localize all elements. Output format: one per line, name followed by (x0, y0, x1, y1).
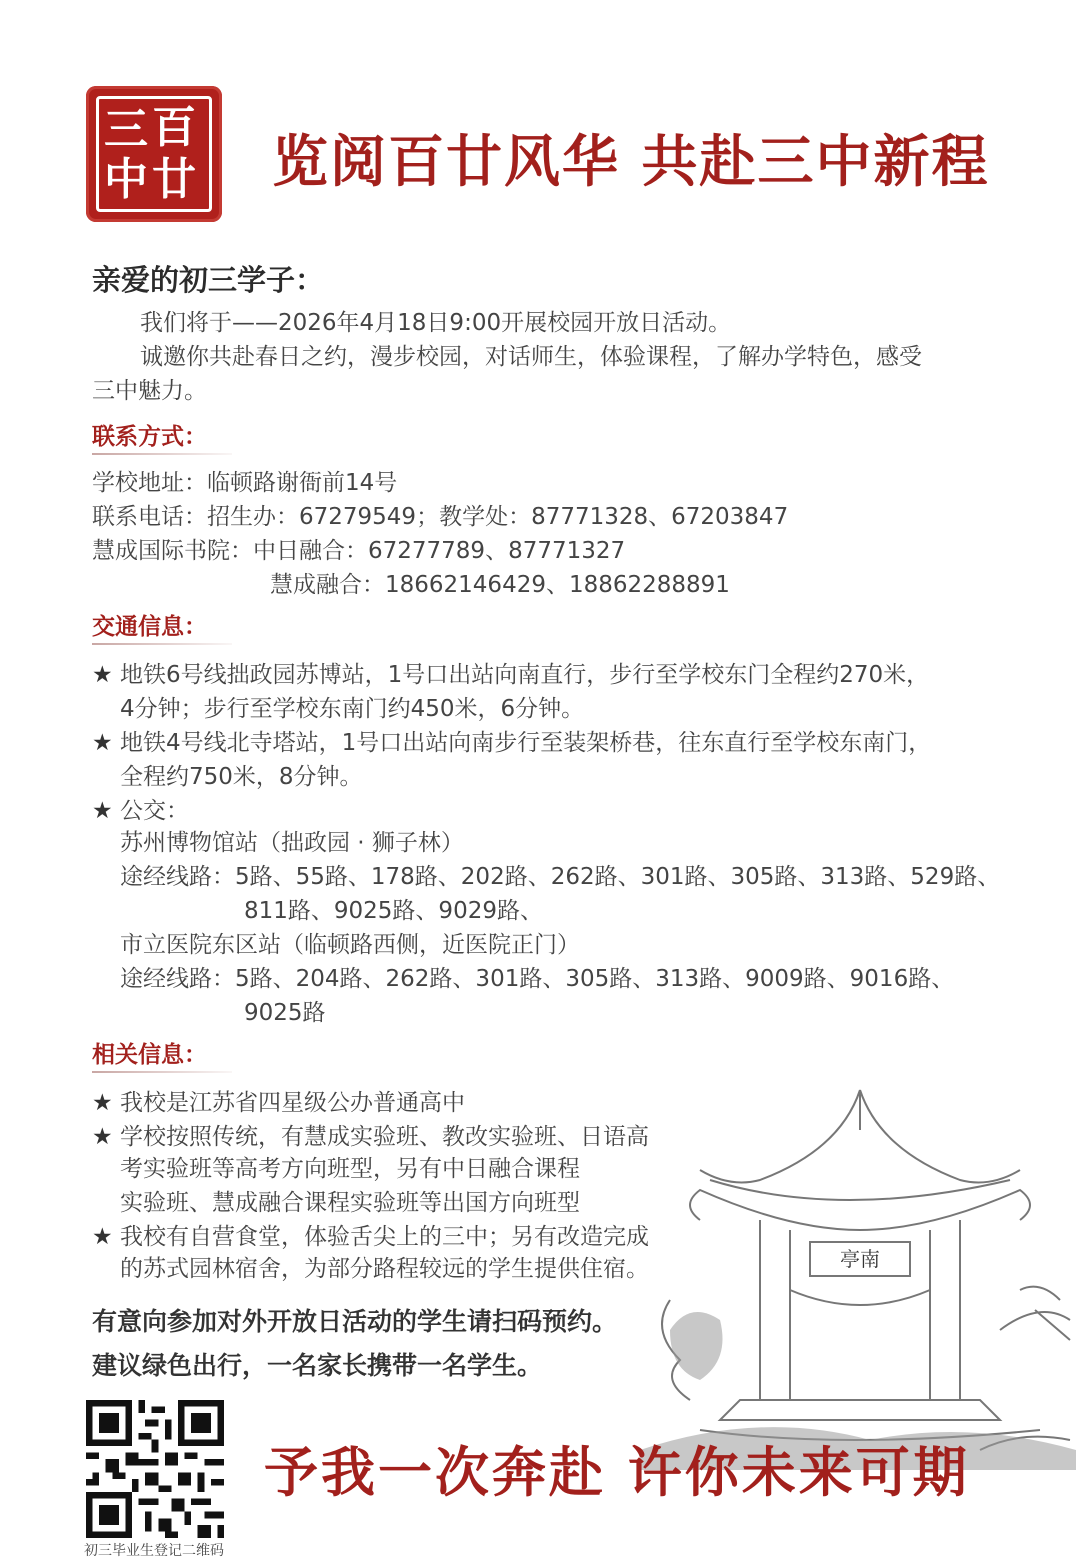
traffic-item: ★ 地铁4号线北寺塔站，1号口出站向南步行至装架桥巷，往东直行至学校东南门， (92, 730, 932, 756)
bus-routes-1-cont: 811路、9025路、9029路、 (244, 898, 543, 924)
contact-academy-1: 慧成国际书院：中日融合：67277789、87771327 (92, 538, 626, 564)
slogan: 予我一次奔赴 许你未来可期 (264, 1440, 970, 1504)
star-bullet-icon: ★ (92, 662, 113, 688)
intro-line-3: 三中魅力。 (92, 378, 207, 404)
star-bullet-icon: ★ (92, 1090, 113, 1116)
cta-line-1: 有意向参加对外开放日活动的学生请扫码预约。 (92, 1307, 618, 1336)
star-bullet-icon: ★ (92, 1224, 113, 1250)
traffic-line: 4分钟；步行至学校东南门约450米，6分钟。 (120, 696, 585, 722)
bus-routes-1: 途经线路：5路、55路、178路、202路、262路、301路、305路、313路、529路、 (120, 864, 1001, 890)
page-title: 览阅百廿风华 共赴三中新程 (272, 129, 990, 195)
bus-routes-2: 途经线路：5路、204路、262路、301路、305路、313路、9009路、9016路、 (120, 966, 955, 992)
contact-academy-2: 慧成融合：18662146429、18862288891 (270, 572, 730, 598)
related-line: 的苏式园林宿舍，为部分路程较远的学生提供住宿。 (120, 1256, 649, 1282)
contact-phone: 联系电话：招生办：67279549；教学处：87771328、67203847 (92, 504, 789, 530)
star-bullet-icon: ★ (92, 1124, 113, 1150)
traffic-line: 全程约750米，8分钟。 (120, 764, 363, 790)
related-item: ★ 我校有自营食堂，体验舌尖上的三中；另有改造完成 (92, 1224, 649, 1250)
traffic-heading: 交通信息： (92, 608, 232, 645)
star-bullet-icon: ★ (92, 798, 113, 824)
star-bullet-icon: ★ (92, 730, 113, 756)
seal-char-3: 中 (104, 154, 148, 205)
related-item: ★ 学校按照传统，有慧成实验班、教改实验班、日语高 (92, 1124, 649, 1150)
intro-line-1: 我们将于——2026年4月18日9:00开展校园开放日活动。 (140, 310, 732, 336)
contact-heading: 联系方式： (92, 418, 232, 455)
related-line: 考实验班等高考方向班型，另有中日融合课程 (120, 1156, 580, 1182)
pavilion-plaque: 亭南 (840, 1247, 880, 1271)
seal-char-4: 廿 (152, 154, 196, 205)
seal-char-1: 三 (104, 104, 148, 155)
traffic-item: ★ 地铁6号线拙政园苏博站，1号口出站向南直行，步行至学校东门全程约270米， (92, 662, 930, 688)
seal-char-2: 百 (152, 102, 196, 153)
bus-stop-1: 苏州博物馆站（拙政园 · 狮子林） (120, 830, 464, 856)
related-item: ★ 我校是江苏省四星级公办普通高中 (92, 1090, 465, 1116)
related-heading: 相关信息： (92, 1036, 232, 1073)
traffic-item: ★ 公交： (92, 798, 189, 824)
pavilion-illustration (640, 1070, 1076, 1470)
qr-caption: 初三毕业生登记二维码 (84, 1543, 224, 1559)
cta-line-2: 建议绿色出行，一名家长携带一名学生。 (92, 1351, 543, 1380)
related-line: 实验班、慧成融合课程实验班等出国方向班型 (120, 1190, 580, 1216)
registration-qr-code[interactable] (86, 1400, 224, 1538)
greeting: 亲爱的初三学子： (92, 263, 325, 297)
bus-stop-2: 市立医院东区站（临顿路西侧，近医院正门） (120, 932, 580, 958)
bus-routes-2-cont: 9025路 (244, 1000, 326, 1026)
school-seal-logo (86, 86, 222, 222)
intro-line-2: 诚邀你共赴春日之约，漫步校园，对话师生，体验课程，了解办学特色，感受 (140, 344, 922, 370)
contact-address: 学校地址：临顿路谢衙前14号 (92, 470, 398, 496)
